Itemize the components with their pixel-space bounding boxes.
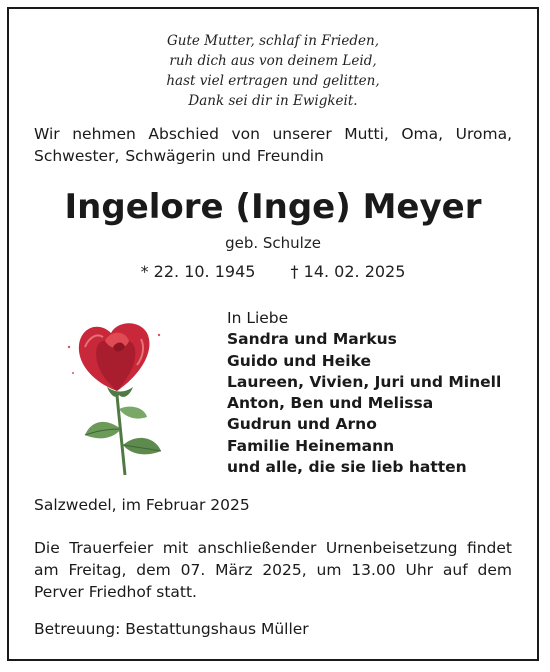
poem bbox=[9, 31, 537, 111]
intro-text: Wir nehmen Abschied von unserer Mutti, Oma, Uroma, Schwester, Schwägerin und Freundin bbox=[34, 125, 512, 165]
life-dates bbox=[9, 262, 537, 281]
mourner: Gudrun und Arno bbox=[227, 415, 377, 434]
poem-line: Dank sei dir in Ewigkeit. bbox=[188, 93, 358, 109]
obituary-frame bbox=[7, 7, 539, 661]
deceased-name: Ingelore (Inge) Meyer bbox=[64, 187, 482, 227]
poem-line: hast viel ertragen und gelitten, bbox=[166, 73, 380, 89]
mourners-list bbox=[227, 308, 501, 478]
poem-line: ruh dich aus von deinem Leid, bbox=[169, 53, 377, 69]
mourner: Laureen, Vivien, Juri und Minell bbox=[227, 372, 502, 391]
place-date: Salzwedel, im Februar 2025 bbox=[34, 496, 250, 514]
death-date: † 14. 02. 2025 bbox=[290, 262, 406, 281]
poem-line: Gute Mutter, schlaf in Frieden, bbox=[167, 33, 379, 49]
birth-date: * 22. 10. 1945 bbox=[140, 262, 256, 281]
mourner: Anton, Ben und Melissa bbox=[227, 394, 434, 413]
funeral-home: Betreuung: Bestattungshaus Müller bbox=[34, 620, 309, 638]
mourner: Sandra und Markus bbox=[227, 330, 397, 349]
mourners-lead: In Liebe bbox=[227, 309, 289, 327]
ceremony-text: Die Trauerfeier mit anschließender Urnenbeisetzung findet am Freitag, dem 07. März 2025, um 13.00 Uhr auf dem Perver Friedhof statt. bbox=[34, 539, 512, 601]
mourner: Guido und Heike bbox=[227, 351, 371, 370]
mourner: Familie Heinemann bbox=[227, 436, 395, 455]
rose-icon bbox=[55, 317, 175, 477]
born-name: geb. Schulze bbox=[225, 234, 321, 252]
mourner: und alle, die sie lieb hatten bbox=[227, 458, 467, 477]
